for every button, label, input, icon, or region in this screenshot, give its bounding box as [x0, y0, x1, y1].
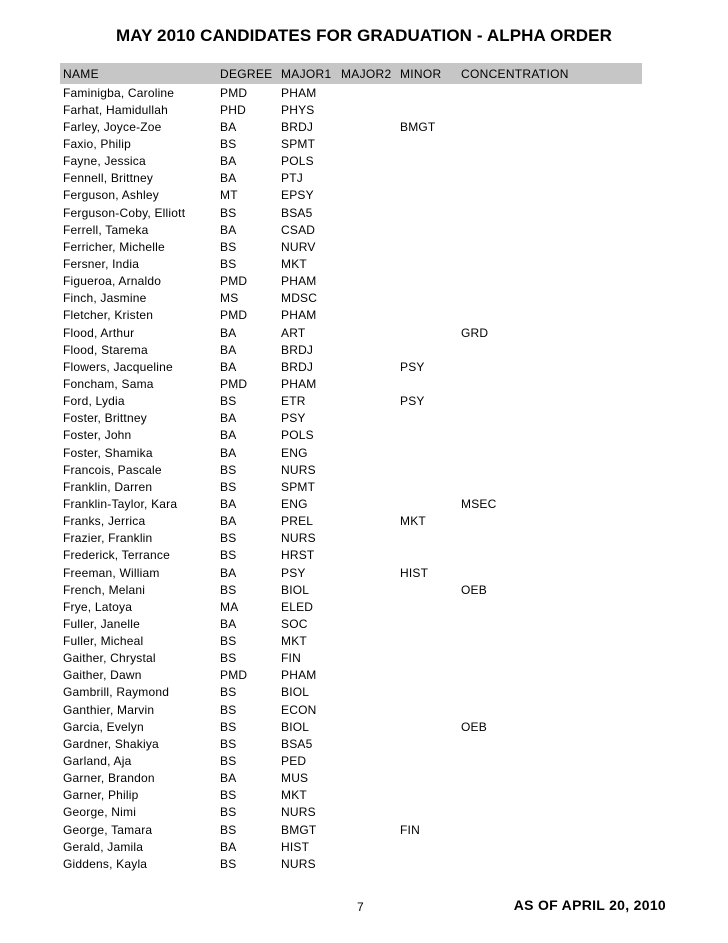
- cell-name: Frazier, Franklin: [63, 531, 153, 546]
- cell-name: Finch, Jasmine: [63, 291, 147, 306]
- table-row: [60, 84, 642, 101]
- cell-degree: BS: [220, 856, 237, 871]
- cell-degree: BA: [220, 222, 237, 237]
- table-row: [60, 410, 642, 427]
- page-title: MAY 2010 CANDIDATES FOR GRADUATION - ALPHA ORDER: [116, 26, 612, 45]
- table-row: [60, 598, 642, 615]
- table-row: [60, 444, 642, 461]
- cell-name: Franklin, Darren: [63, 479, 153, 494]
- cell-major1: PTJ: [281, 171, 303, 186]
- cell-degree: BS: [220, 685, 237, 700]
- cell-major1: CSAD: [281, 222, 316, 237]
- cell-major1: BIOL: [281, 582, 310, 597]
- table-row: [60, 770, 642, 787]
- cell-name: Flood, Arthur: [63, 325, 135, 340]
- page-number: 7: [357, 900, 364, 914]
- cell-degree: BS: [220, 634, 237, 649]
- col-header-major1: MAJOR1: [281, 66, 332, 81]
- cell-name: Foster, Brittney: [63, 411, 147, 426]
- cell-degree: PMD: [220, 85, 248, 100]
- cell-degree: BA: [220, 771, 237, 786]
- table-row: [60, 427, 642, 444]
- cell-concentration: OEB: [461, 582, 487, 597]
- cell-degree: PMD: [220, 274, 248, 289]
- cell-name: Farhat, Hamidullah: [63, 102, 168, 117]
- cell-name: Gaither, Dawn: [63, 668, 142, 683]
- cell-major1: POLS: [281, 428, 314, 443]
- cell-degree: BA: [220, 119, 237, 134]
- cell-degree: MS: [220, 291, 239, 306]
- cell-major1: ELED: [281, 599, 314, 614]
- cell-major1: FIN: [281, 651, 301, 666]
- cell-degree: BA: [220, 342, 237, 357]
- cell-major1: PSY: [281, 565, 306, 580]
- cell-degree: MT: [220, 188, 238, 203]
- table-row: [60, 615, 642, 632]
- cell-name: George, Tamara: [63, 822, 153, 837]
- cell-degree: BA: [220, 565, 237, 580]
- cell-degree: PMD: [220, 376, 248, 391]
- table-row: [60, 633, 642, 650]
- table-row: [60, 581, 642, 598]
- cell-major1: SPMT: [281, 136, 316, 151]
- table-row: [60, 650, 642, 667]
- cell-degree: BA: [220, 428, 237, 443]
- cell-name: Gambrill, Raymond: [63, 685, 170, 700]
- cell-name: George, Nimi: [63, 805, 137, 820]
- cell-minor: MKT: [400, 514, 426, 529]
- cell-name: Ferguson, Ashley: [63, 188, 159, 203]
- cell-major1: BRDJ: [281, 119, 314, 134]
- cell-major1: BSA5: [281, 736, 313, 751]
- table-body: [60, 84, 642, 872]
- cell-major1: BIOL: [281, 685, 310, 700]
- cell-major1: NURS: [281, 531, 316, 546]
- cell-concentration: GRD: [461, 325, 489, 340]
- cell-degree: BS: [220, 736, 237, 751]
- table-row: [60, 667, 642, 684]
- table-row: [60, 273, 642, 290]
- col-header-minor: MINOR: [400, 66, 442, 81]
- cell-name: Flowers, Jacqueline: [63, 359, 173, 374]
- cell-name: Frye, Latoya: [63, 599, 133, 614]
- cell-name: Fletcher, Kristen: [63, 308, 154, 323]
- cell-name: Giddens, Kayla: [63, 856, 148, 871]
- cell-name: Faminigba, Caroline: [63, 85, 175, 100]
- cell-degree: BS: [220, 582, 237, 597]
- cell-name: Fuller, Micheal: [63, 634, 144, 649]
- cell-major1: MKT: [281, 256, 307, 271]
- cell-degree: BA: [220, 411, 237, 426]
- cell-name: Franklin-Taylor, Kara: [63, 496, 178, 511]
- cell-major1: POLS: [281, 154, 314, 169]
- cell-major1: ENG: [281, 496, 308, 511]
- cell-major1: NURS: [281, 805, 316, 820]
- cell-name: Foster, John: [63, 428, 132, 443]
- table-row: [60, 855, 642, 872]
- cell-major1: EPSY: [281, 188, 314, 203]
- cell-minor: HIST: [400, 565, 429, 580]
- table-row: [60, 495, 642, 512]
- cell-name: Farley, Joyce-Zoe: [63, 119, 162, 134]
- cell-name: Ganthier, Marvin: [63, 702, 155, 717]
- cell-concentration: MSEC: [461, 496, 497, 511]
- table-row: [60, 170, 642, 187]
- cell-major1: PHAM: [281, 85, 317, 100]
- col-header-degree: DEGREE: [220, 66, 273, 81]
- cell-major1: PHAM: [281, 308, 317, 323]
- cell-major1: BMGT: [281, 822, 317, 837]
- cell-degree: BS: [220, 788, 237, 803]
- cell-degree: BS: [220, 394, 237, 409]
- as-of-date: AS OF APRIL 20, 2010: [513, 897, 666, 913]
- cell-major1: SOC: [281, 616, 308, 631]
- cell-major1: BRDJ: [281, 359, 314, 374]
- cell-degree: BS: [220, 479, 237, 494]
- table-row: [60, 290, 642, 307]
- cell-degree: MA: [220, 599, 239, 614]
- table-row: [60, 221, 642, 238]
- table-row: [60, 101, 642, 118]
- cell-major1: MUS: [281, 771, 309, 786]
- cell-degree: BA: [220, 839, 237, 854]
- cell-name: Foncham, Sama: [63, 376, 154, 391]
- table-row: [60, 255, 642, 272]
- cell-degree: BS: [220, 205, 237, 220]
- table-row: [60, 718, 642, 735]
- cell-name: Francois, Pascale: [63, 462, 162, 477]
- cell-name: Faxio, Philip: [63, 136, 131, 151]
- cell-degree: BA: [220, 514, 237, 529]
- cell-degree: BS: [220, 805, 237, 820]
- cell-name: Frederick, Terrance: [63, 548, 170, 563]
- cell-degree: BA: [220, 171, 237, 186]
- table-row: [60, 821, 642, 838]
- cell-major1: PREL: [281, 514, 314, 529]
- cell-degree: BS: [220, 651, 237, 666]
- cell-major1: BSA5: [281, 205, 313, 220]
- cell-minor: BMGT: [400, 119, 436, 134]
- cell-name: Fersner, India: [63, 256, 140, 271]
- table-row: [60, 118, 642, 135]
- cell-major1: PED: [281, 754, 307, 769]
- table-row: [60, 204, 642, 221]
- table-row: [60, 341, 642, 358]
- cell-major1: MDSC: [281, 291, 318, 306]
- cell-degree: PHD: [220, 102, 246, 117]
- table-row: [60, 787, 642, 804]
- cell-degree: BS: [220, 719, 237, 734]
- cell-name: Garner, Philip: [63, 788, 139, 803]
- cell-name: Ferricher, Michelle: [63, 239, 165, 254]
- table-row: [60, 530, 642, 547]
- cell-degree: BS: [220, 702, 237, 717]
- cell-degree: BS: [220, 239, 237, 254]
- table-row: [60, 701, 642, 718]
- cell-major1: SPMT: [281, 479, 316, 494]
- cell-degree: BA: [220, 359, 237, 374]
- cell-name: Flood, Starema: [63, 342, 148, 357]
- cell-name: Figueroa, Arnaldo: [63, 274, 162, 289]
- table-row: [60, 358, 642, 375]
- cell-major1: MKT: [281, 634, 307, 649]
- cell-degree: BS: [220, 822, 237, 837]
- cell-major1: PHYS: [281, 102, 315, 117]
- graduation-table: [60, 63, 642, 872]
- cell-major1: MKT: [281, 788, 307, 803]
- cell-name: Freeman, William: [63, 565, 160, 580]
- table-row: [60, 187, 642, 204]
- col-header-major2: MAJOR2: [341, 66, 392, 81]
- table-row: [60, 307, 642, 324]
- cell-major1: ECON: [281, 702, 317, 717]
- table-row: [60, 375, 642, 392]
- cell-concentration: OEB: [461, 719, 487, 734]
- cell-major1: HIST: [281, 839, 310, 854]
- table-row: [60, 564, 642, 581]
- cell-degree: PMD: [220, 308, 248, 323]
- cell-degree: BS: [220, 548, 237, 563]
- cell-name: Fayne, Jessica: [63, 154, 146, 169]
- cell-degree: BS: [220, 531, 237, 546]
- table-row: [60, 838, 642, 855]
- cell-major1: BRDJ: [281, 342, 314, 357]
- table-row: [60, 684, 642, 701]
- cell-major1: PHAM: [281, 274, 317, 289]
- table-row: [60, 238, 642, 255]
- cell-minor: PSY: [400, 394, 425, 409]
- cell-name: Ferguson-Coby, Elliott: [63, 205, 186, 220]
- table-row: [60, 804, 642, 821]
- table-row: [60, 461, 642, 478]
- cell-name: Ford, Lydia: [63, 394, 125, 409]
- cell-degree: BS: [220, 754, 237, 769]
- cell-name: Gerald, Jamila: [63, 839, 144, 854]
- cell-major1: ETR: [281, 394, 306, 409]
- table-row: [60, 547, 642, 564]
- cell-name: Gaither, Chrystal: [63, 651, 156, 666]
- table-header: [60, 63, 642, 84]
- cell-minor: PSY: [400, 359, 425, 374]
- cell-name: Garland, Aja: [63, 754, 132, 769]
- cell-major1: PHAM: [281, 668, 317, 683]
- table-row: [60, 393, 642, 410]
- col-header-name: NAME: [63, 66, 99, 81]
- cell-name: Gardner, Shakiya: [63, 736, 159, 751]
- cell-degree: BA: [220, 616, 237, 631]
- cell-major1: NURV: [281, 239, 316, 254]
- cell-degree: BA: [220, 325, 237, 340]
- table-row: [60, 752, 642, 769]
- cell-name: Fennell, Brittney: [63, 171, 154, 186]
- cell-name: Fuller, Janelle: [63, 616, 141, 631]
- cell-name: Garcia, Evelyn: [63, 719, 144, 734]
- cell-name: Franks, Jerrica: [63, 514, 146, 529]
- cell-degree: BA: [220, 154, 237, 169]
- table-row: [60, 324, 642, 341]
- cell-major1: NURS: [281, 856, 316, 871]
- cell-major1: ART: [281, 325, 306, 340]
- cell-major1: NURS: [281, 462, 316, 477]
- cell-degree: BA: [220, 496, 237, 511]
- table-row: [60, 735, 642, 752]
- cell-degree: BA: [220, 445, 237, 460]
- table-row: [60, 478, 642, 495]
- table-row: [60, 153, 642, 170]
- cell-name: Garner, Brandon: [63, 771, 155, 786]
- cell-degree: BS: [220, 136, 237, 151]
- cell-name: Ferrell, Tameka: [63, 222, 149, 237]
- cell-major1: BIOL: [281, 719, 310, 734]
- cell-major1: PHAM: [281, 376, 317, 391]
- cell-major1: PSY: [281, 411, 306, 426]
- cell-minor: FIN: [400, 822, 420, 837]
- cell-major1: HRST: [281, 548, 315, 563]
- cell-degree: PMD: [220, 668, 248, 683]
- table-row: [60, 513, 642, 530]
- cell-name: Foster, Shamika: [63, 445, 153, 460]
- cell-major1: ENG: [281, 445, 308, 460]
- cell-degree: BS: [220, 462, 237, 477]
- table-row: [60, 135, 642, 152]
- col-header-concentration: CONCENTRATION: [461, 66, 569, 81]
- cell-degree: BS: [220, 256, 237, 271]
- cell-name: French, Melani: [63, 582, 146, 597]
